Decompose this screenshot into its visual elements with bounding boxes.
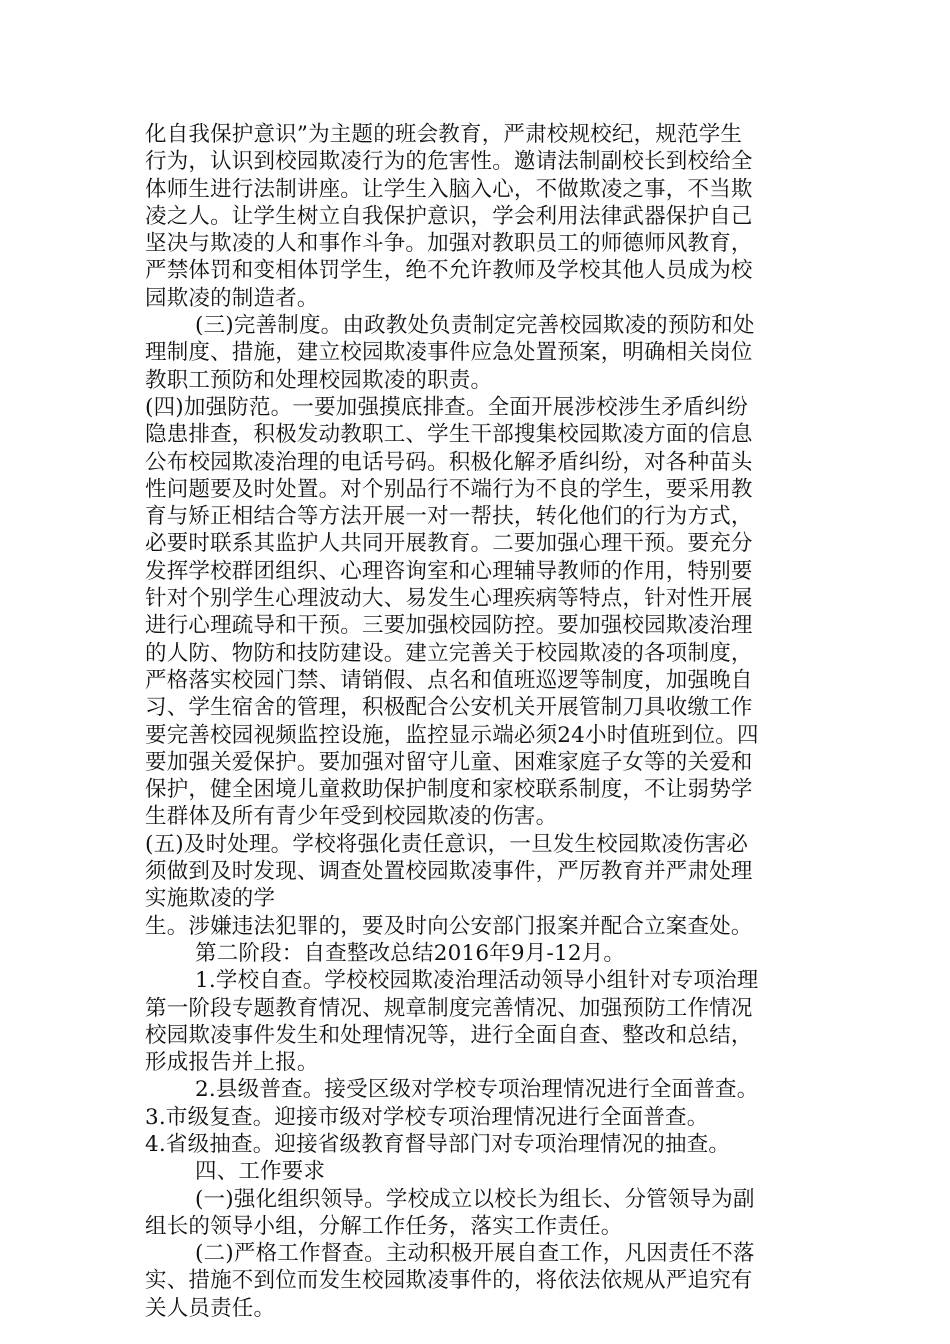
text-line: 发挥学校群团组织、心理咨询室和心理辅导教师的作用，特别要 — [145, 558, 753, 584]
text-line: (三)完善制度。由政教处负责制定完善校园欺凌的预防和处 — [195, 313, 755, 339]
text-line: 隐患排查，积极发动教职工、学生干部搜集校园欺凌方面的信息 — [145, 422, 753, 448]
document-body — [145, 121, 810, 1322]
text-line: 的人防、物防和技防建设。建立完善关于校园欺凌的各项制度， — [145, 640, 753, 666]
text-line: 必要时联系其监护人共同开展教育。二要加强心理干预。要充分 — [145, 531, 753, 557]
text-line: 坚决与欺凌的人和事作斗争。加强对教职员工的师德师风教育， — [145, 231, 753, 257]
text-line: 生群体及所有青少年受到校园欺凌的伤害。 — [145, 804, 558, 830]
text-line: 理制度、措施，建立校园欺凌事件应急处置预案，明确相关岗位 — [145, 340, 753, 366]
text-line: 行为，认识到校园欺凌行为的危害性。邀请法制副校长到校给全 — [145, 149, 753, 175]
text-line: 组长的领导小组，分解工作任务，落实工作责任。 — [145, 1213, 623, 1239]
text-line: 性问题要及时处置。对个别品行不端行为不良的学生，要采用教 — [145, 476, 753, 502]
text-line: 第二阶段：自查整改总结2016年9月-12月。 — [195, 940, 626, 966]
text-line: 公布校园欺凌治理的电话号码。积极化解矛盾纠纷，对各种苗头 — [145, 449, 753, 475]
text-line: 1.学校自查。学校校园欺凌治理活动领导小组针对专项治理 — [195, 968, 759, 994]
text-line: 保护，健全困境儿童救助保护制度和家校联系制度，不让弱势学 — [145, 777, 753, 803]
text-line: 要加强关爱保护。要加强对留守儿童、困难家庭子女等的关爱和 — [145, 749, 753, 775]
text-line: (二)严格工作督查。主动积极开展自查工作，凡因责任不落 — [195, 1241, 755, 1267]
text-line: 校园欺凌事件发生和处理情况等，进行全面自查、整改和总结， — [145, 1022, 753, 1048]
text-line: 严禁体罚和变相体罚学生，绝不允许教师及学校其他人员成为校 — [145, 258, 753, 284]
text-line: 四、工作要求 — [195, 1159, 326, 1185]
text-line: (一)强化组织领导。学校成立以校长为组长、分管领导为副 — [195, 1186, 755, 1212]
text-line: 须做到及时发现、调查处置校园欺凌事件，严厉教育并严肃处理 — [145, 859, 753, 885]
text-line: 关人员责任。 — [145, 1295, 276, 1321]
text-line: 针对个别学生心理波动大、易发生心理疾病等特点，针对性开展 — [145, 586, 753, 612]
text-line: (四)加强防范。一要加强摸底排查。全面开展涉校涉生矛盾纠纷 — [145, 394, 749, 420]
text-line: 生。涉嫌违法犯罪的，要及时向公安部门报案并配合立案查处。 — [145, 913, 753, 939]
text-line: 教职工预防和处理校园欺凌的职责。 — [145, 367, 493, 393]
text-line: 体师生进行法制讲座。让学生入脑入心，不做欺凌之事，不当欺 — [145, 176, 753, 202]
text-line: 严格落实校园门禁、请销假、点名和值班巡逻等制度，加强晚自 — [145, 667, 753, 693]
text-line: 实、措施不到位而发生校园欺凌事件的，将依法依规从严追究有 — [145, 1268, 753, 1294]
text-line: 2.县级普查。接受区级对学校专项治理情况进行全面普查。 — [195, 1077, 759, 1103]
text-line: 园欺凌的制造者。 — [145, 285, 319, 311]
text-line: 要完善校园视频监控设施，监控显示端必须24小时值班到位。四 — [145, 722, 759, 748]
text-line: 4.省级抽查。迎接省级教育督导部门对专项治理情况的抽查。 — [145, 1131, 731, 1157]
text-line: 实施欺凌的学 — [145, 886, 276, 912]
text-line: 育与矫正相结合等方法开展一对一帮扶，转化他们的行为方式， — [145, 504, 753, 530]
text-line: 第一阶段专题教育情况、规章制度完善情况、加强预防工作情况 — [145, 995, 753, 1021]
text-line: 进行心理疏导和干预。三要加强校园防控。要加强校园欺凌治理 — [145, 613, 753, 639]
text-line: 3.市级复查。迎接市级对学校专项治理情况进行全面普查。 — [145, 1104, 709, 1130]
text-line: 化自我保护意识”为主题的班会教育，严肃校规校纪，规范学生 — [145, 122, 743, 147]
text-line: 形成报告并上报。 — [145, 1050, 319, 1076]
text-line: 习、学生宿舍的管理，积极配合公安机关开展管制刀具收缴工作 — [145, 695, 753, 721]
text-line: 凌之人。让学生树立自我保护意识，学会利用法律武器保护自己 — [145, 203, 753, 229]
text-line: (五)及时处理。学校将强化责任意识，一旦发生校园欺凌伤害必 — [145, 831, 749, 857]
